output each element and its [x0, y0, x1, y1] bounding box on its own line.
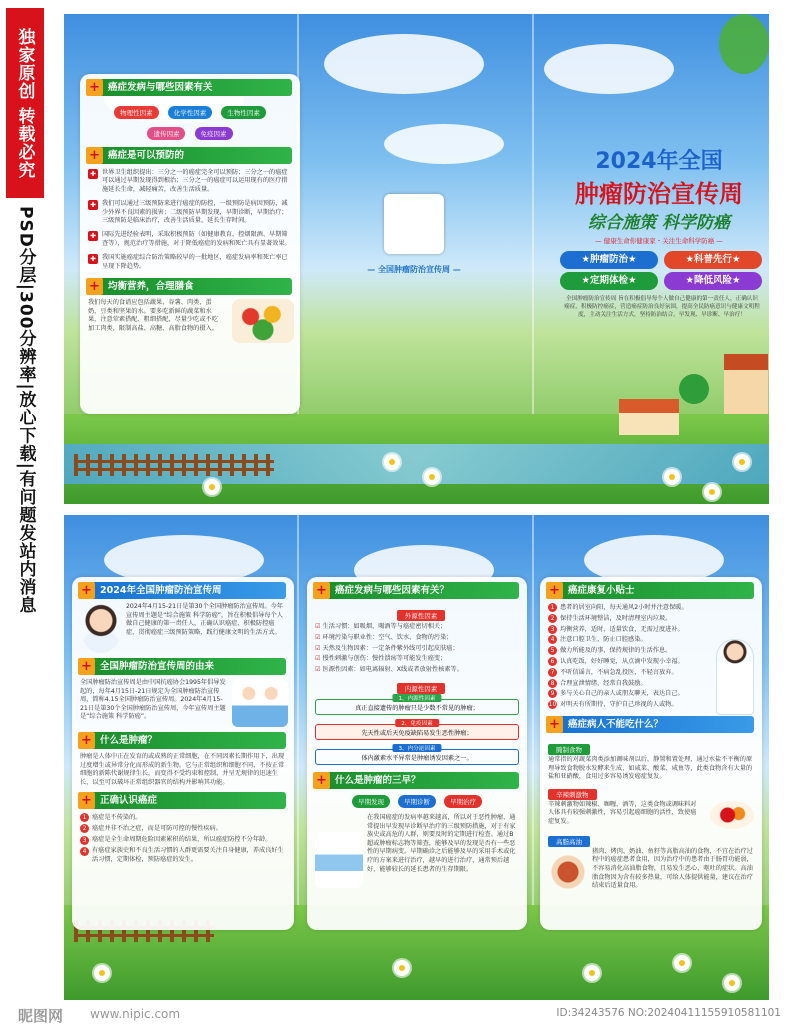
tag-genetic: 遗传因素 — [147, 127, 185, 140]
section-heading-three-early: + 什么是肿瘤的三早？ — [313, 772, 519, 789]
three-early-text: 在我国癌症的发病率越来越高，所以对于恶性肿瘤，通常提出早发现早诊断早治疗的三级预防措施，对于有家族史或高危的人群，则要及时的定期进行检查。通过B超或肿瘤标志物等筛查，能够及早的发现是否有一些恶性的早期病变。早期确诊之后能够及早的采用手术或化疗的方案来进行治疗，越早的进行治疗，通常预后越好，能够较长的延长患者的生存期限。 — [367, 813, 516, 873]
section-heading-causes: + 癌症发病与哪些因素有关？ — [313, 582, 519, 599]
plus-icon: + — [78, 732, 95, 749]
plus-icon: + — [546, 582, 563, 599]
plus-icon: + — [313, 582, 330, 599]
tip-item: 3 均衡营养，适时、适量饮食，无需过度进补。 — [540, 625, 762, 636]
plus-icon: + — [86, 147, 103, 164]
bullet-icon: ✚ — [88, 231, 98, 241]
bullet-icon: ✚ — [88, 200, 98, 210]
fact-item: 1 癌症是不传染的。 — [72, 813, 294, 824]
tag-physical: 物理性因素 — [114, 106, 159, 119]
pill-regular-checkup: ★定期体检★ — [560, 272, 658, 290]
panel-cancer-factors — [80, 74, 300, 414]
tag-early-treatment: 早期治疗 — [444, 795, 482, 808]
tree-icon — [679, 374, 709, 404]
pill-science-first: ★科普先行★ — [664, 251, 762, 269]
plus-icon: + — [78, 582, 95, 599]
cause-item: ☑ 生活习惯：如吸烟、喝酒等与癌症密切相关； — [315, 623, 447, 630]
section-heading-preventable: + 癌症是可以预防的 — [86, 147, 292, 164]
footer-id: ID:34243576 NO:20240411155910581101 — [556, 1007, 781, 1019]
tag-early-diagnosis: 早期诊断 — [398, 795, 436, 808]
internal-box-2: 2、免疫因素 先天性或后天免疫缺陷易发生恶性肿瘤； — [315, 724, 519, 740]
back-caption: — 全国肿瘤防治宣传周 — — [367, 265, 461, 274]
footer-watermark — [0, 1003, 795, 1024]
sidebar-watermark — [0, 0, 56, 1024]
chili-image — [710, 801, 754, 829]
qr-code-placeholder — [384, 194, 444, 254]
tree-icon — [719, 14, 769, 74]
panel-recovery-tips — [540, 577, 762, 930]
house-icon — [724, 354, 768, 414]
section-heading-recovery: + 癌症康复小贴士 — [546, 582, 754, 599]
tip-item: 1 患者的居室向阳，每天通风2小时并注意保暖。 — [540, 603, 762, 614]
origin-text: 全国肿瘤防治宣传周是由中国抗癌协会1995年倡导发起的，每年4月15日-21日规定为全国肿瘤防治宣传周，简称4.15全国肿瘤防治宣传周。2024年4月15-21日是第30个全国肿瘤防治宣传周，今年宣传周主题是“综合施策 科学防癌”。 — [80, 679, 226, 721]
footer-site-name: 昵图网 — [18, 1007, 64, 1025]
hospital-image — [315, 832, 363, 888]
plus-icon: + — [86, 79, 103, 96]
plus-icon: + — [546, 716, 563, 733]
panel-awareness-week — [72, 577, 294, 930]
tip-item: 8 合理宣泄情绪，经常自我鼓励。 — [540, 679, 762, 690]
list-item: ✚ 世界卫生组织提出：三分之一的癌症完全可以预防；三分之一的癌症可以通过早期发现得到根治；三分之一的癌症可以运用现有的医疗措施延长生命，减轻痛苦，改善生活质量。 — [80, 168, 300, 196]
meat-image — [548, 852, 588, 892]
list-item: ✚ 我国实施癌症综合防治策略较早的一批地区，癌症发病率和死亡率已呈现下降趋势。 — [80, 253, 300, 273]
bullet-icon: ✚ — [88, 254, 98, 264]
list-item: ✚ 国际先进经验表明，采取积极预防（如健康教育、控烟限酒、早期筛查等），规范治疗等措施，对于降低癌症的发病和死亡具有显著效果。 — [80, 230, 300, 250]
food-label-spicy: 辛辣刺激物 — [548, 789, 597, 800]
cover-slogan: 综合施策 科学防癌 — [588, 213, 730, 233]
subheading-internal: 内源性因素 — [397, 683, 446, 694]
plus-icon: + — [86, 278, 103, 295]
doctor-avatar — [716, 639, 754, 715]
tip-item: 5 做力所能及的事，保持规律的生活作息。 — [540, 646, 762, 657]
house-icon — [619, 399, 679, 435]
diet-text: 我们每天的食谱应包括蔬果、谷薯、肉类、蛋奶、豆类和坚果的水。要多吃新鲜的蔬菜和水果，注意荤素搭配、粗细搭配，尽量少吃或不吃加工肉类，限制高盐、高糖、高脂食物的摄入。 — [88, 299, 218, 332]
bullet-icon: ✚ — [88, 169, 98, 179]
food-text-greasy: 猪肉、烤肉、奶油、鱼籽等高脂高油的食物，不宜在治疗过程中的癌症患者食用，因为治疗中的患者由于肠胃功能弱，不容易消化高油脂食物，且易发生恶心、呕吐的症状。高油脂食物因为含有较多热量，可给人体提供能量，建议在治疗结束后适量食用。 — [592, 847, 753, 890]
pill-tumor-prevention: ★肿瘤防治★ — [560, 251, 658, 269]
pill-reduce-risk: ★降低风险★ — [664, 272, 762, 290]
food-text-spicy: 辛辣刺激物如辣椒、咖喱、酒等，这类食物或调味料对人体具有较强刺激性，容易引起癌细胞的活性，致使癌症复发。 — [548, 800, 697, 825]
week-intro: 2024年4月15-21日是第30个全国肿瘤防治宣传周。今年宣传周主题是“综合施策 科学防癌”，旨在积极倡导每个人做自己健康的第一责任人，正确认识癌症、积极防控癌症，贯彻癌症三级预防策略，践行健康文明的生活方式。 — [126, 603, 283, 636]
food-label-pickled: 腌制食物 — [548, 744, 590, 755]
sidebar-exclusive-label: 独家原创 转载必究 — [6, 8, 44, 198]
what-is-tumor-text: 肿瘤是人体中正在发育的或成熟的正常细胞，在不同因素长期作用下，出现过度增生或异常分化而形成的新生物。它与正常组织和细胞不同，不按正常细胞的新陈代谢规律生长，而变得不受约束和控制，并呈无规律的迅速生长，以至可以破坏正常组织器官的结构并影响其功能。 — [80, 753, 285, 786]
tip-item: 7 不听信谣言，不病急乱投医，不轻言放弃。 — [540, 668, 762, 679]
tag-biological: 生物性因素 — [221, 106, 266, 119]
tag-chemical: 化学性因素 — [168, 106, 213, 119]
fact-item: 2 癌症并非不治之症，而是可防可控的慢性疾病。 — [72, 824, 294, 835]
panel-causes — [307, 577, 527, 930]
cause-item: ☑ 医源性因素：如电离辐射、X线或者放射性核素等。 — [315, 666, 463, 674]
food-text-pickled: 通常指的对蔬菜肉类添加调味剂以后，静置和置处理，通过水盐不平衡的原理导致食物脱水发酵来生成，如咸菜、酸菜、咸鱼等，此类食物含有大量的盐和亚硝酸，食用过多容易诱发癌症复发。 — [548, 755, 753, 781]
tip-item: 10 对明天有所期待，守护自己珍视的人或物。 — [548, 701, 678, 709]
tag-early-detection: 早期发现 — [352, 795, 390, 808]
plus-icon: + — [78, 658, 95, 675]
section-heading-what-is-tumor: + 什么是肿瘤？ — [78, 732, 286, 749]
tip-item: 6 认真吃饭，好好睡觉，从点滴中发现小幸福。 — [540, 657, 762, 668]
sidebar-info-label: PSD分层|300分辨率|放心下载|有问题发站内消息 — [15, 206, 36, 614]
brochure-outside — [64, 14, 769, 504]
tip-item: 2 保持生活环境整洁，及时清理室内垃圾。 — [540, 614, 762, 625]
section-heading-diet: + 均衡营养，合理膳食 — [86, 278, 292, 295]
tag-immune: 免疫因素 — [195, 127, 233, 140]
section-heading-food: + 癌症病人不能吃什么？ — [546, 716, 754, 733]
footer-url: www.nipic.com — [90, 1007, 181, 1021]
list-item: ✚ 我们可以通过三级预防来进行癌症的防控，一级预防是病因预防，减少外界不良因素的损害；二级预防早期发现，早期诊断，早期治疗；三级预防是临床治疗，改善生活质量，延长生存时间。 — [80, 199, 300, 227]
cause-item: ☑ 慢性刺激与创伤：慢性溃疡等可能发生癌变； — [315, 655, 447, 663]
section-heading-understand: + 正确认识癌症 — [78, 792, 286, 809]
cover-description: 全国肿瘤防治宣传周 旨在积极倡导每个人做自己健康的第一责任人，正确认识癌症，积极防控癌症，营造癌症防治良好氛围，提高全民防癌意识与健康文明程度，主动关注生活方式，坚持防治结合，早发现、早诊断、早治疗！ — [564, 296, 760, 318]
tip-item: 4 注意口腔卫生，防止口腔感染。 — [540, 635, 762, 646]
section-heading-origin: + 全国肿瘤防治宣传周的由来 — [78, 658, 286, 675]
cause-item: ☑ 环境污染与职业性：空气、饮水、食物的污染； — [315, 633, 453, 641]
cause-item: ☑ 天然及生物因素：一定条件紫外线可引起皮肤癌； — [315, 644, 459, 652]
tip-item: 9 多与关心自己的亲人或朋友聊天，表达自己。 — [540, 689, 762, 700]
vegetables-image — [232, 299, 294, 343]
section-heading-factors: + 癌症发病与哪些因素有关 — [86, 79, 292, 96]
subheading-external: 外源性因素 — [397, 610, 446, 621]
internal-box-3: 3、内分泌因素 体内激素水平异常是肿瘤诱发因素之一。 — [315, 749, 519, 765]
nurse-avatar — [80, 603, 122, 653]
cover-subtitle: — 健康生命你健康家・关注生命科学防癌 — — [595, 237, 723, 245]
internal-box-1: 1、内源性因素 真正直接遗传的肿瘤只是少数不常见的肿瘤； — [315, 699, 519, 715]
fact-item: 4 有癌症家族史和不良生活习惯的人群更需要关注自身健康，养成良好生活习惯，定期体检，预防癌症的发生。 — [72, 846, 294, 866]
plus-icon: + — [78, 792, 95, 809]
cover-title-year: 2024年全国 — [595, 149, 723, 174]
brochure-inside — [64, 515, 769, 1000]
food-label-greasy: 高脂高油 — [548, 836, 590, 847]
doctor-consultation-image — [232, 679, 288, 727]
cover-title-main: 肿瘤防治宣传周 — [575, 180, 743, 208]
fact-item: 3 癌症是全生命周期危险因素累积的结果，所以癌症防控不分年龄。 — [72, 835, 294, 846]
plus-icon: + — [313, 772, 330, 789]
section-heading-week: + 2024年全国肿瘤防治宣传周 — [78, 582, 286, 599]
